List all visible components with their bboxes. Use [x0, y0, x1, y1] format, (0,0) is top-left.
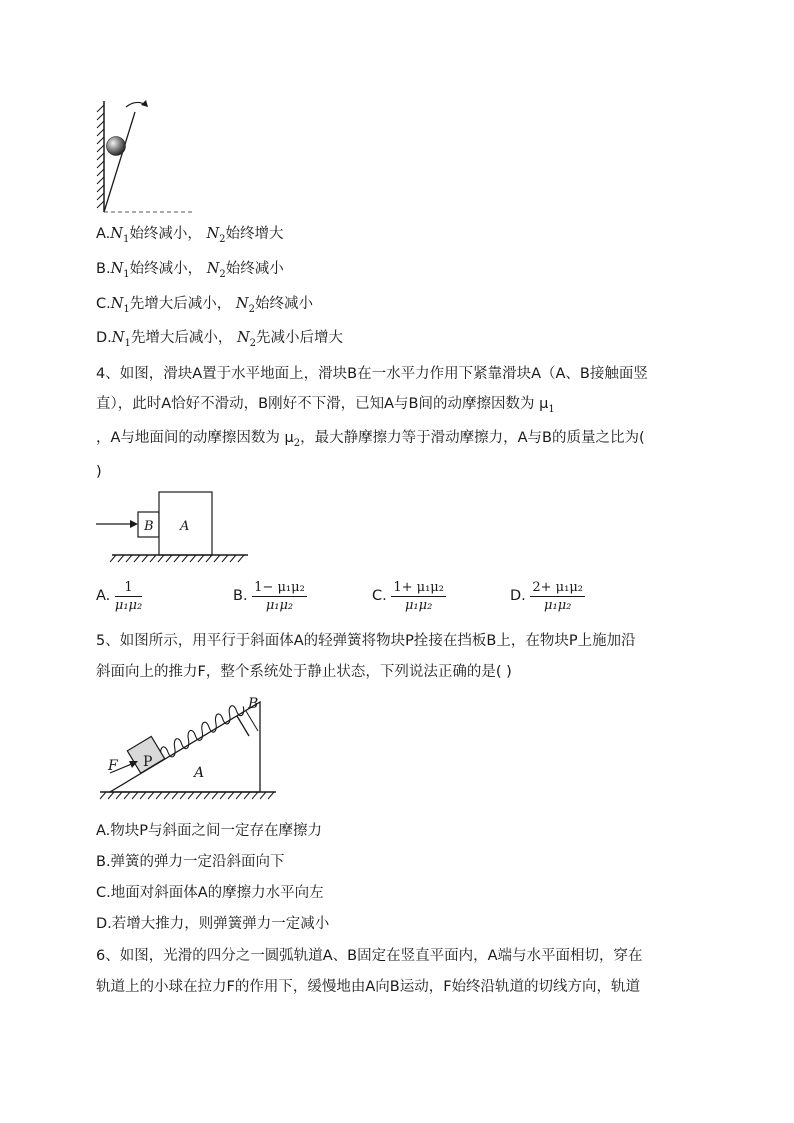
- q3-option-d: $D.N_1$先增大后减小， $N_2$先减小后增大: [96, 330, 344, 349]
- q4-stem-line-4: ): [96, 464, 102, 480]
- label-f: F: [108, 758, 118, 774]
- q3-figure: [88, 95, 208, 220]
- q4-option-d: D. $\frac{\text{2+ μ₁μ₂}}{\text{μ₁μ₂}}$: [510, 579, 584, 613]
- q3-option-b: $B.N_1$始终减小， $N_2$始终减小: [96, 261, 284, 280]
- block-a-label: A: [180, 519, 190, 534]
- q4-option-c: C. $\frac{\text{1+ μ₁μ₂}}{\text{μ₁μ₂}}$: [372, 579, 444, 613]
- q4-option-b: B. $\frac{\text{1− μ₁μ₂}}{\text{μ₁μ₂}}$: [233, 579, 305, 613]
- incline-a: [110, 702, 260, 792]
- q4-option-a: A. $\frac{1}{\text{μ₁μ₂}}$: [96, 579, 143, 613]
- ground-hatching: [110, 555, 244, 562]
- q3-option-a: $A.N_1$始终减小， $N_2$始终增大: [96, 226, 284, 245]
- q5-stem-line-2: 斜面向上的推力F，整个系统处于静止状态，下列说法正确的是( ): [96, 664, 512, 680]
- q5-option-d: D.若增大推力，则弹簧弹力一定减小: [96, 916, 330, 932]
- q4-stem-line-2: 直），此时A恰好不滑动，B刚好不下滑，已知A与B间的动摩擦因数为 $\mu_1$: [96, 396, 555, 415]
- block-b-label: B: [144, 519, 154, 534]
- ground-hatching: [100, 792, 274, 799]
- q5-figure: [96, 688, 286, 806]
- q5-stem-line-1: 5、如图所示，用平行于斜面体A的轻弹簧将物块P拴接在挡板B上，在物块P上施加沿: [96, 633, 636, 649]
- label-a: A: [194, 765, 205, 781]
- q4-stem-line-1: 4、如图，滑块A置于水平地面上，滑块B在一水平力作用下紧靠滑块A（A、B接触面竖: [96, 366, 648, 382]
- label-b: B: [248, 696, 259, 712]
- ball: [107, 137, 126, 156]
- q5-option-b: B.弹簧的弹力一定沿斜面向下: [96, 854, 285, 870]
- q5-option-c: C.地面对斜面体A的摩擦力水平向左: [96, 885, 324, 901]
- q3-option-c: $C.N_1$先增大后减小， $N_2$始终减小: [96, 296, 313, 315]
- board: [104, 112, 135, 212]
- q6-stem-line-1: 6、如图，光滑的四分之一圆弧轨道A、B固定在竖直平面内，A端与水平面相切，穿在: [96, 948, 643, 964]
- wall-hatching: [97, 101, 104, 212]
- q4-figure: [94, 488, 254, 570]
- q6-stem-line-2: 轨道上的小球在拉力F的作用下，缓慢地由A向B运动，F始终沿轨道的切线方向，轨道: [96, 979, 641, 995]
- q5-option-a: A.物块P与斜面之间一定存在摩擦力: [96, 823, 323, 839]
- label-p: P: [143, 754, 153, 770]
- q4-stem-line-3: ，A与地面间的动摩擦因数为 $\mu_2$，最大静摩擦力等于滑动摩擦力，A与B的质量之比为(: [96, 430, 645, 449]
- push-arrow-head: [130, 520, 138, 528]
